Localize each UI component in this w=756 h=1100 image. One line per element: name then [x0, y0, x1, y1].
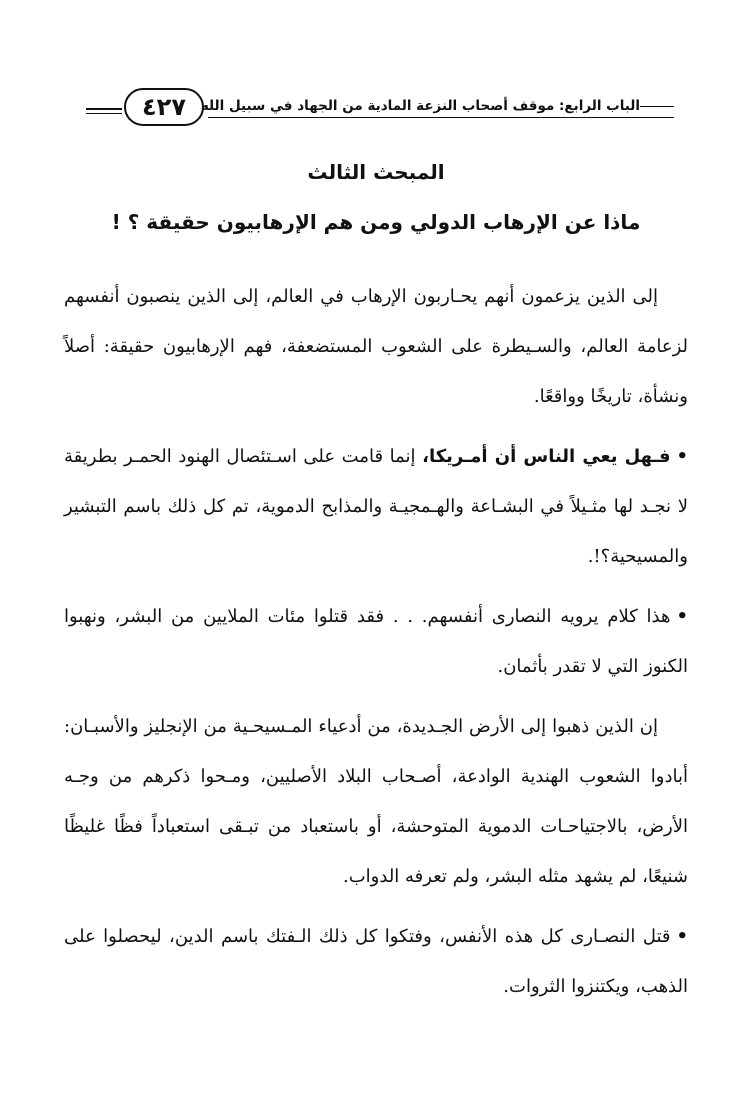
bullet-marker: •	[676, 446, 688, 467]
header-rule-left	[86, 108, 122, 110]
paragraph-2-emphasis: فـهل يعي الناس أن أمـريكا،	[422, 446, 671, 467]
page-content	[64, 152, 688, 1012]
running-title: الباب الرابع: موقف أصحاب النزعة المادية من الجهاد في سبيل الله	[200, 98, 640, 114]
paragraph-3	[64, 592, 688, 692]
section-title: المبحث الثالث	[307, 160, 445, 184]
paragraph-3-text: هذا كلام يرويه النصارى أنفسهم. . . فقد قتلوا مئات الملايين من البشر، ونهبوا الكنوز التي لا تقدر بأثمان.	[64, 606, 688, 677]
paragraph-2-text: إنما قامت على اسـتئصال الهنود الحمـر بطريقة لا نجـد لها مثـيلاً في البشـاعة والهـمجيـة والمذابح الدموية، تم كل ذلك باسم التبشير والمسيحية؟!.	[64, 446, 688, 567]
bullet-marker: •	[676, 606, 688, 627]
running-header	[86, 84, 674, 128]
paragraph-4: إن الذين ذهبوا إلى الأرض الجـديدة، من أدعياء المـسيحـية من الإنجليز والأسبـان: أبادوا الشعوب الهندية الوادعة، أصـحاب البلاد الأصليين، ومـحوا ذكرهم من وجـه الأرض، بالاجتياحـات الدموية المتوحشة، أو باستعباد من تبـقى استعباداً فظًا غليظًا شنيعًا، لم يشهد مثله البشر، ولم تعرفه الدواب.	[64, 716, 688, 887]
bullet-marker: •	[676, 926, 688, 947]
paragraph-5-text: قتل النصـارى كل هذه الأنفس، وفتكوا كل ذلك الـفتك باسم الدين، ليحصلوا على الذهب، ويكتنزوا الثروات.	[64, 926, 688, 997]
paragraph-1: إلى الذين يزعمون أنهم يحـاربون الإرهاب في العالم، إلى الذين ينصبون أنفسهم لزعامة العالم، والسـيطرة على الشعوب المستضعفة، فهم الإرهابيون حقيقة: أصلاً ونشأة، تاريخًا وواقعًا.	[64, 286, 688, 407]
page-number: ٤٢٧	[142, 93, 186, 121]
section-subtitle: ماذا عن الإرهاب الدولي ومن هم الإرهابيون حقيقة ؟ !	[111, 210, 641, 234]
header-underline	[208, 117, 674, 118]
paragraph-5	[64, 912, 688, 1012]
header-rule-right	[640, 106, 674, 107]
page-number-badge	[124, 88, 204, 126]
paragraph-2	[64, 432, 688, 582]
